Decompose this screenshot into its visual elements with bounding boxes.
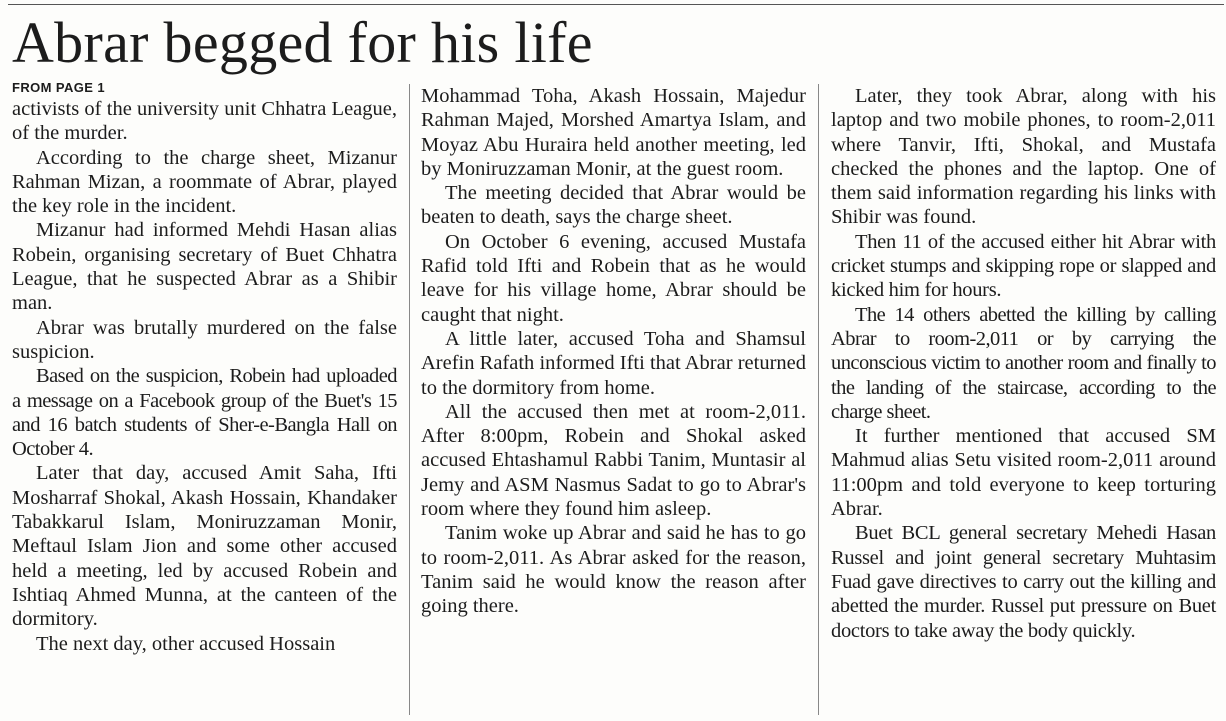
paragraph: Based on the suspicion, Robein had uploaded a message on a Facebook group of the Buet's 15 and 16 batch students of Sher-e-Bangla Hall on October 4. <box>12 365 397 461</box>
paragraph: Later, they took Abrar, along with his laptop and two mobile phones, to room-2,011 where Tanvir, Ifti, Shokal, and Mustafa checked the phones and the laptop. One of them said information regarding his links with Shibir was found. <box>831 85 1216 229</box>
headline: Abrar begged for his life <box>12 10 593 75</box>
article-column-1 <box>12 80 397 656</box>
paragraph: Abrar was brutally murdered on the false suspicion. <box>12 316 397 363</box>
continuation-kicker: FROM PAGE 1 <box>12 80 106 95</box>
paragraph: All the accused then met at room-2,011. After 8:00pm, Robein and Shokal asked accused Ehtashamul Rabbi Tanim, Muntasir al Jemy and ASM Nasmus Sadat to go to Abrar's room where they found him asleep. <box>421 400 806 521</box>
paragraph: Mohammad Toha, Akash Hossain, Majedur Rahman Majed, Morshed Amartya Islam, and Moyaz Abu Huraira held another meeting, led by Moniruzzaman Monir, at the guest room. <box>421 85 806 180</box>
paragraph: The next day, other accused Hossain <box>36 632 336 655</box>
article-column-3 <box>831 84 1216 643</box>
paragraph: Later that day, accused Amit Saha, Ifti Mosharraf Shokal, Akash Hossain, Khandaker Tabakkarul Islam, Moniruzzaman Monir, Meftaul Islam Jion and some other accused held a meeting, led by accused Robein and Ishtiaq Ahmed Munna, at the canteen of the dormitory. <box>12 462 397 631</box>
paragraph: It further mentioned that accused SM Mahmud alias Setu visited room-2,011 around 11:00pm and told everyone to keep torturing Abrar. <box>831 425 1216 521</box>
top-rule <box>8 4 1224 5</box>
paragraph: Then 11 of the accused either hit Abrar with cricket stumps and skipping rope or slapped and kicked him for hours. <box>831 230 1216 302</box>
paragraph: A little later, accused Toha and Shamsul Arefin Rafath informed Ifti that Abrar returned to the dormitory from home. <box>421 327 806 399</box>
article-column-2 <box>421 84 806 619</box>
column-divider <box>818 84 819 715</box>
paragraph: The meeting decided that Abrar would be beaten to death, says the charge sheet. <box>421 182 806 229</box>
paragraph: According to the charge sheet, Mizanur Rahman Mizan, a roommate of Abrar, played the key role in the incident. <box>12 146 397 218</box>
paragraph: Buet BCL general secretary Mehedi Hasan Russel and joint general secretary Muhtasim Fuad gave directives to carry out the killing and abetted the murder. Russel put pressure on Buet doctors to take away the body quickly. <box>831 522 1216 642</box>
paragraph: Mizanur had informed Mehdi Hasan alias Robein, organising secretary of Buet Chhatra League, that he suspected Abrar as a Shibir man. <box>12 219 397 315</box>
paragraph: activists of the university unit Chhatra League, of the murder. <box>12 98 397 145</box>
paragraph: Tanim woke up Abrar and said he has to go to room-2,011. As Abrar asked for the reason, Tanim said he would know the reason after going there. <box>421 522 806 618</box>
paragraph: On October 6 evening, accused Mustafa Rafid told Ifti and Robein that as he would leave for his village home, Abrar should be caught that night. <box>421 230 806 326</box>
column-divider <box>409 84 410 715</box>
paragraph: The 14 others abetted the killing by calling Abrar to room-2,011 or by carrying the unconscious victim to another room and finally to the landing of the staircase, according to the charge sheet. <box>831 303 1216 423</box>
